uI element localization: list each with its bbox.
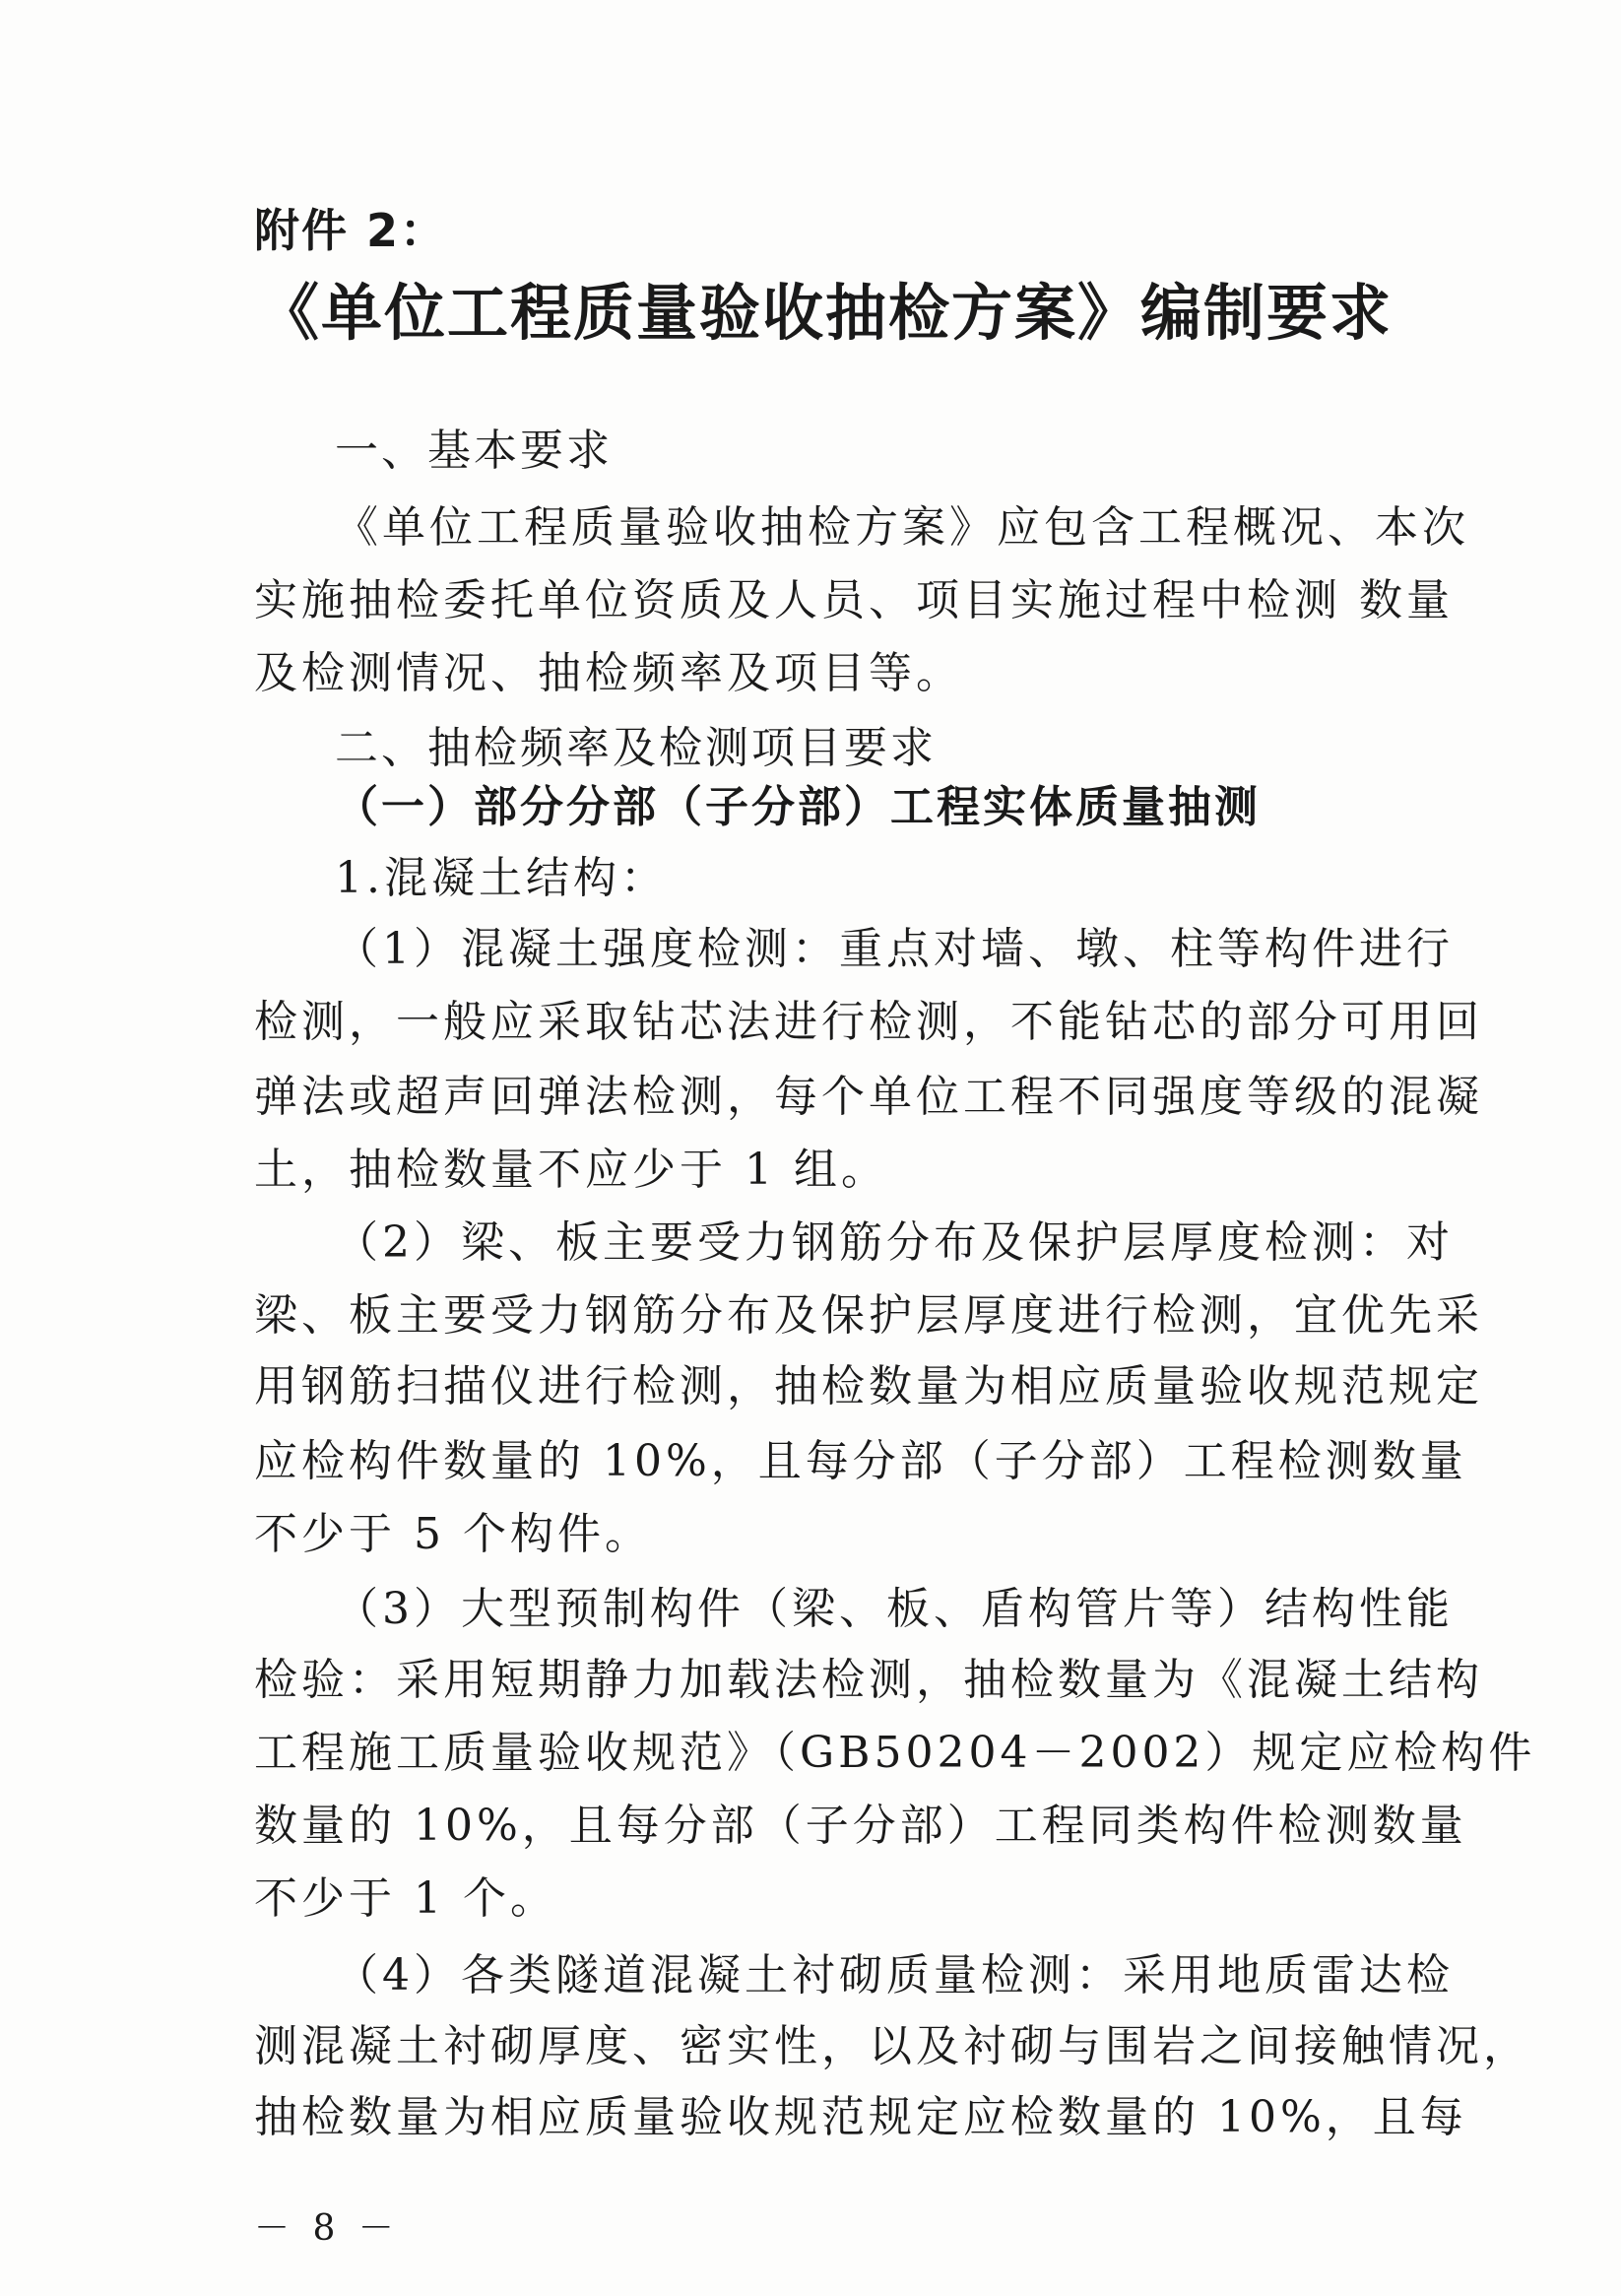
section-1-line-1: 《单位工程质量验收抽检方案》应包含工程概况、本次 [335, 502, 1469, 553]
paragraph-2-line-5: 不少于 5 个构件。 [254, 1509, 652, 1559]
paragraph-2-line-3: 用钢筋扫描仪进行检测，抽检数量为相应质量验收规范规定 [254, 1361, 1483, 1411]
paragraph-4-line-2: 测混凝土衬砌厚度、密实性，以及衬砌与围岩之间接触情况， [254, 2021, 1530, 2071]
page-number: － 8 － [254, 2208, 400, 2249]
section-1-heading: 一、基本要求 [335, 426, 613, 476]
section-1-line-3: 及检测情况、抽检频率及项目等。 [254, 648, 963, 698]
paragraph-4-line-3: 抽检数量为相应质量验收规范规定应检数量的 10%，且每 [254, 2092, 1467, 2142]
paragraph-3-line-3: 工程施工质量验收规范》（GB50204－2002）规定应检构件 [254, 1728, 1536, 1778]
annex-label: 附件 2： [254, 204, 448, 257]
paragraph-1-line-2: 检测，一般应采取钻芯法进行检测，不能钻芯的部分可用回 [254, 997, 1483, 1047]
paragraph-1-line-1: （1）混凝土强度检测：重点对墙、墩、柱等构件进行 [335, 924, 1454, 974]
paragraph-3-line-1: （3）大型预制构件（梁、板、盾构管片等）结构性能 [335, 1584, 1454, 1634]
item-1-heading: 1.混凝土结构： [335, 853, 668, 903]
section-2-heading: 二、抽检频率及检测项目要求 [335, 723, 937, 773]
paragraph-3-line-4: 数量的 10%，且每分部（子分部）工程同类构件检测数量 [254, 1801, 1467, 1851]
paragraph-4-line-1: （4）各类隧道混凝土衬砌质量检测：采用地质雷达检 [335, 1950, 1454, 2001]
section-1-line-2: 实施抽检委托单位资质及人员、项目实施过程中检测 数量 [254, 575, 1454, 625]
paragraph-3-line-2: 检验：采用短期静力加载法检测，抽检数量为《混凝土结构 [254, 1655, 1483, 1705]
paragraph-2-line-4: 应检构件数量的 10%，且每分部（子分部）工程检测数量 [254, 1436, 1467, 1486]
paragraph-1-line-3: 弹法或超声回弹法检测，每个单位工程不同强度等级的混凝 [254, 1072, 1483, 1122]
paragraph-1-line-4: 土，抽检数量不应少于 1 组。 [254, 1145, 888, 1195]
subsection-1-heading: （一）部分分部（子分部）工程实体质量抽测 [335, 782, 1261, 832]
paragraph-2-line-1: （2）梁、板主要受力钢筋分布及保护层厚度检测：对 [335, 1217, 1454, 1268]
paragraph-3-line-5: 不少于 1 个。 [254, 1873, 557, 1924]
document-title: 《单位工程质量验收抽检方案》编制要求 [258, 277, 1394, 349]
paragraph-2-line-2: 梁、板主要受力钢筋分布及保护层厚度进行检测，宜优先采 [254, 1290, 1483, 1341]
